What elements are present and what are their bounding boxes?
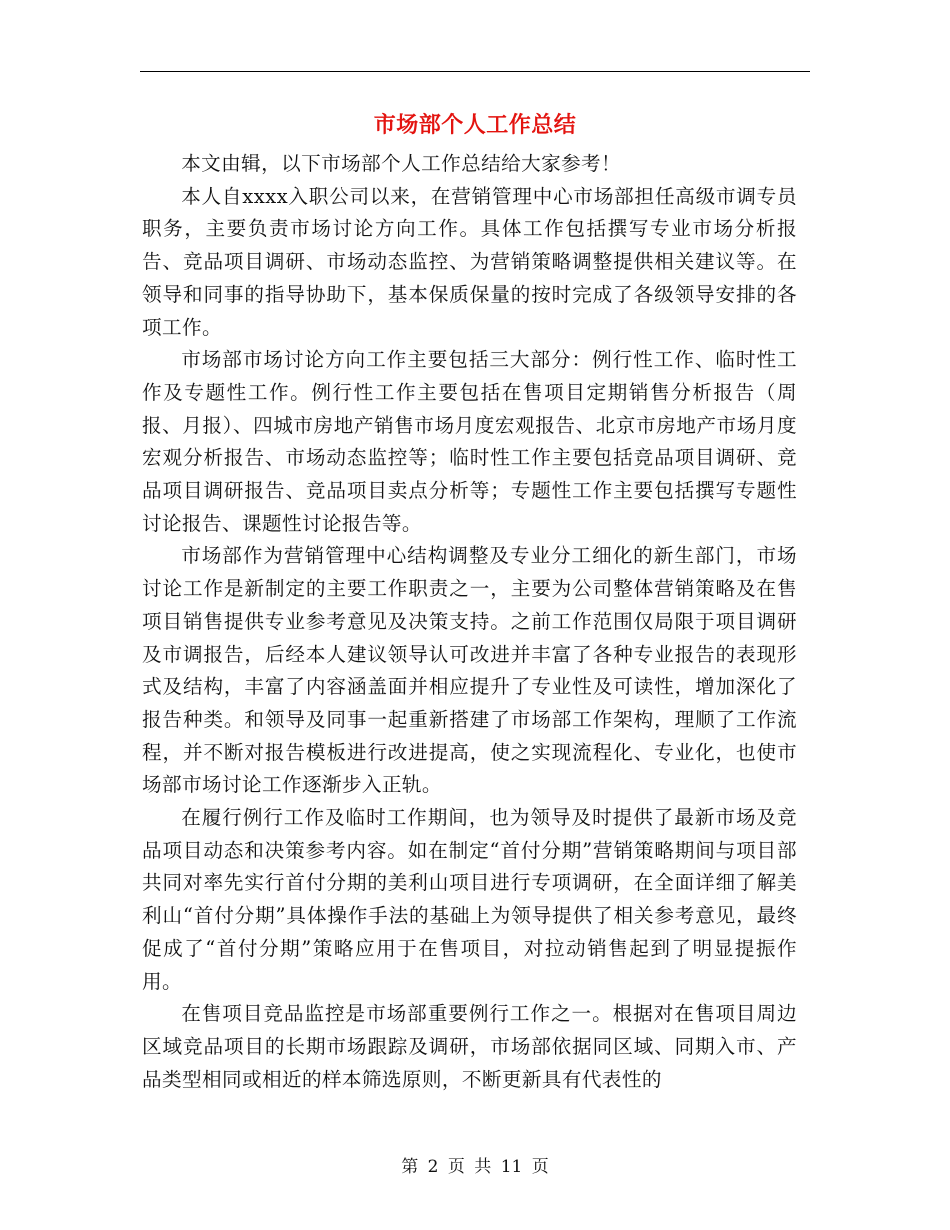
- document-body: [142, 148, 797, 1096]
- paragraph-role: 本人自xxxx入职公司以来，在营销管理中心市场部担任高级市调专员职务，主要负责市场讨论方向工作。具体工作包括撰写专业市场分析报告、竞品项目调研、市场动态监控、为营销策略调整提供相关建议等。在领导和同事的指导协助下，基本保质保量的按时完成了各级领导安排的各项工作。: [142, 184, 797, 339]
- header-rule: [140, 71, 810, 72]
- paragraph-scope: 市场部市场讨论方向工作主要包括三大部分：例行性工作、临时性工作及专题性工作。例行性工作主要包括在售项目定期销售分析报告（周报、月报）、四城市房地产销售市场月度宏观报告、北京市房地产市场月度宏观分析报告、市场动态监控等；临时性工作主要包括竞品项目调研、竞品项目调研报告、竞品项目卖点分析等；专题性工作主要包括撰写专题性讨论报告、课题性讨论报告等。: [142, 348, 797, 535]
- page-number-footer: 第 2 页 共 11 页: [401, 1157, 549, 1177]
- document-title: 市场部个人工作总结: [373, 112, 577, 138]
- paragraph-monitoring: 在售项目竞品监控是市场部重要例行工作之一。根据对在售项目周边区域竞品项目的长期市场跟踪及调研，市场部依据同区域、同期入市、产品类型相同或相近的样本筛选原则，不断更新具有代表性的: [142, 1002, 797, 1091]
- paragraph-department: 市场部作为营销管理中心结构调整及专业分工细化的新生部门，市场讨论工作是新制定的主要工作职责之一，主要为公司整体营销策略及在售项目销售提供专业参考意见及决策支持。之前工作范围仅局限于项目调研及市调报告，后经本人建议领导认可改进并丰富了各种专业报告的表现形式及结构，丰富了内容涵盖面并相应提升了专业性及可读性，增加深化了报告种类。和领导及同事一起重新搭建了市场部工作架构，理顺了工作流程，并不断对报告模板进行改进提高，使之实现流程化、专业化，也使市场部市场讨论工作逐渐步入正轨。: [142, 544, 797, 797]
- paragraph-intro: 本文由辑，以下市场部个人工作总结给大家参考！: [181, 152, 622, 175]
- paragraph-achievements: 在履行例行工作及临时工作期间，也为领导及时提供了最新市场及竞品项目动态和决策参考内容。如在制定“首付分期”营销策略期间与项目部共同对率先实行首付分期的美利山项目进行专项调研，在全面详细了解美利山“首付分期”具体操作手法的基础上为领导提供了相关参考意见，最终促成了“首付分期”策略应用于在售项目，对拉动销售起到了明显提振作用。: [142, 806, 797, 993]
